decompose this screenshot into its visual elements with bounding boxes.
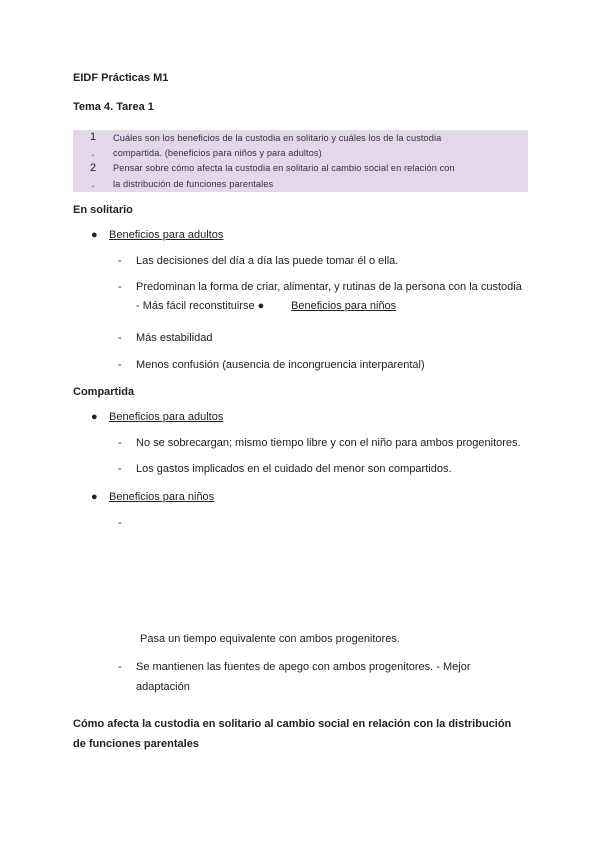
task-text-2-line2: la distribución de funciones parentales xyxy=(113,179,274,189)
solitario-item-2: Predominan la forma de criar, alimentar, y rutinas de la persona con la custodia xyxy=(136,281,522,293)
section-heading-solitario: En solitario xyxy=(73,204,133,216)
dash-icon: - xyxy=(118,281,122,293)
closing-question-line2: de funciones parentales xyxy=(73,738,199,750)
compartida-item-3: Pasa un tiempo equivalente con ambos progenitores. xyxy=(140,633,400,645)
bullet-icon: ● xyxy=(91,229,98,241)
task-text-1-line2: compartida. (beneficios para niños y para adultos) xyxy=(113,148,322,158)
task-number-dot-1: . xyxy=(91,148,95,159)
dash-icon: - xyxy=(118,517,122,529)
task-text-1-line1: Cuáles son los beneficios de la custodia en solitario y cuáles los de la custodia xyxy=(113,133,442,143)
document-title: EIDF Prácticas M1 xyxy=(73,72,169,84)
dash-icon: - xyxy=(118,332,122,344)
section-heading-compartida: Compartida xyxy=(73,386,135,398)
task-number-1: 1 xyxy=(89,131,97,143)
task-number-2: 2 xyxy=(89,162,97,174)
dash-icon: - xyxy=(118,463,122,475)
closing-question-line1: Cómo afecta la custodia en solitario al cambio social en relación con la distribución xyxy=(73,718,512,730)
bullet-icon: ● xyxy=(91,411,98,423)
compartida-ninos-label: Beneficios para niños xyxy=(109,491,215,503)
dash-icon: - xyxy=(118,359,122,371)
compartida-item-1: No se sobrecargan; mismo tiempo libre y con el niño para ambos progenitores. xyxy=(136,437,521,449)
compartida-item-2: Los gastos implicados en el cuidado del menor son compartidos. xyxy=(136,463,452,475)
task-text-2-line1: Pensar sobre cómo afecta la custodia en solitario al cambio social en relación con xyxy=(113,163,455,173)
compartida-item-4-cont: adaptación xyxy=(136,681,190,693)
dash-icon: - xyxy=(118,255,122,267)
dash-icon: - xyxy=(118,437,122,449)
solitario-item-2-cont: - Más fácil reconstituirse ● xyxy=(136,300,265,312)
solitario-item-4: Menos confusión (ausencia de incongruencia interparental) xyxy=(136,359,425,371)
solitario-item-1: Las decisiones del día a día las puede tomar él o ella. xyxy=(136,255,399,267)
solitario-item-3: Más estabilidad xyxy=(136,332,213,344)
task-number-dot-2: . xyxy=(91,179,95,190)
bullet-icon: ● xyxy=(91,491,98,503)
solitario-ninos-label: Beneficios para niños xyxy=(291,300,397,312)
dash-icon: - xyxy=(118,661,122,673)
solitario-adultos-label: Beneficios para adultos xyxy=(109,229,224,241)
compartida-item-4: Se mantienen las fuentes de apego con ambos progenitores. - Mejor xyxy=(136,661,471,673)
document-subtitle: Tema 4. Tarea 1 xyxy=(73,101,154,113)
compartida-adultos-label: Beneficios para adultos xyxy=(109,411,224,423)
